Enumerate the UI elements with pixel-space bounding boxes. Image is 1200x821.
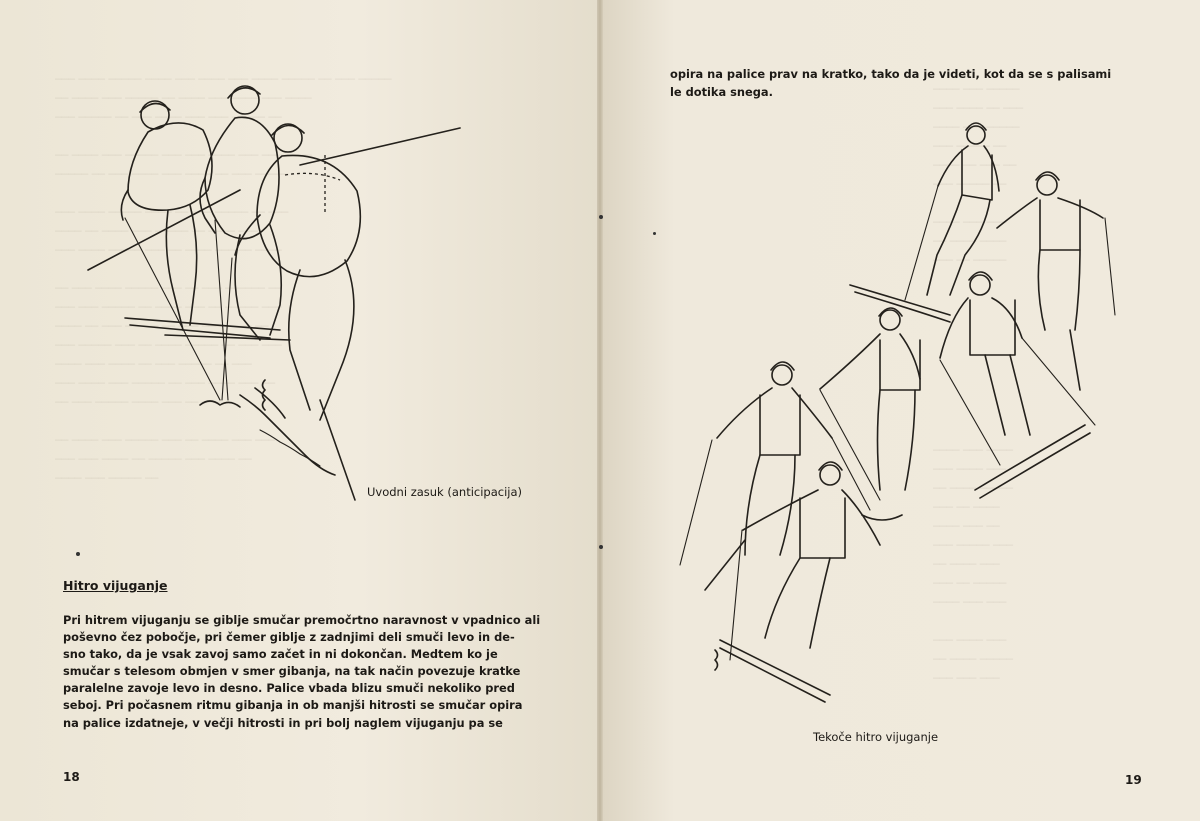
section-heading: Hitro vijuganje: [63, 578, 168, 593]
page-number-left: 18: [63, 770, 80, 784]
show-through-text: ─── ──── ───── ──── ─── ──── ─── ──── ───── ── ─── ───── ── ──── ─── ───── ── ──── ─── ──── ─── ──── ─── ───── ── ─── ──── ─── ─── ───── ── ── ──── ─── ───── ─── ─── ──── ─── ──── ─── ───── ── ─── ──── ─── ──── ── ─── ───── ─── ──── ───── ──── ── ─── ───── ── ─── ──── ── ──── ─── ───── ── ──── ─── ─── ──── ───── ─── ── ──── ─── ── ──── ── ─── ──── ───── ─── ── ─── ────── ── ─── ─── ───── ── ──── ─── ── ───── ─── ──── ── ─── ───── ── ─── ─── ──── ── ─── ───── ─── ── ──── ───── ── ─── ─── ──── ─── ──── ── ─── ───── ── ─── ─── ──── ─── ───── ── ─── ──── ─── ── ── ─── ───── ──── ─── ── ─── ── ──── ─── ───── ─── ── ──── ─── ─── ─── ─── ──── ── ───── ─── ──── ── ──── ─── ───── ──: [55, 73, 392, 485]
text-line: Pri hitrem vijuganju se giblje smučar premočrtno naravnost v vpadnico ali: [63, 613, 541, 627]
ink-speck: [653, 232, 656, 235]
text-line: opira na palice prav na kratko, tako da je videti, kot da se s palisami: [670, 67, 1112, 81]
text-line: na palice izdatneje, v večji hitrosti in pri bolj naglem vijuganju pa se: [63, 715, 503, 730]
text-line: sno tako, da je vsak zavoj samo začet in ni dokončan. Medtem ko je: [63, 647, 498, 662]
caption-right: Tekoče hitro vijuganje: [813, 730, 939, 744]
show-through-text: ──── ─── ───── ─── ──── ── ─── ──── ─── ───── ─── ───── ── ──── ── ─── ── ─── ───── ── ──── ─── ─── ── ──── ──── ─── ── ───── ──── ─── ──── ─── ──── ─── ── ──── ───── ─── ── ──── ──── ─── ── ─── ───── ─── ── ──── ─── ─── ── ───── ──── ─── ─── ─── ──── ─── ── ──── ───── ─── ─── ───: [933, 83, 1023, 685]
text-line: le dotika snega.: [670, 84, 773, 99]
caption-left: Uvodni zasuk (anticipacija): [367, 485, 523, 499]
text-line: paralelne zavoje levo in desno. Palice vbada blizu smuči nekoliko pred: [63, 681, 515, 696]
text-line: poševno čez pobočje, pri čemer giblje z zadnjimi deli smuči levo in de-: [63, 630, 515, 645]
text-line: smučar s telesom obmjen v smer gibanja, na tak način povezuje kratke: [63, 664, 521, 679]
text-line: seboj. Pri počasnem ritmu gibanja in ob manjši hitrosti se smučar opira: [63, 698, 523, 713]
page-number-right: 19: [1125, 773, 1142, 787]
